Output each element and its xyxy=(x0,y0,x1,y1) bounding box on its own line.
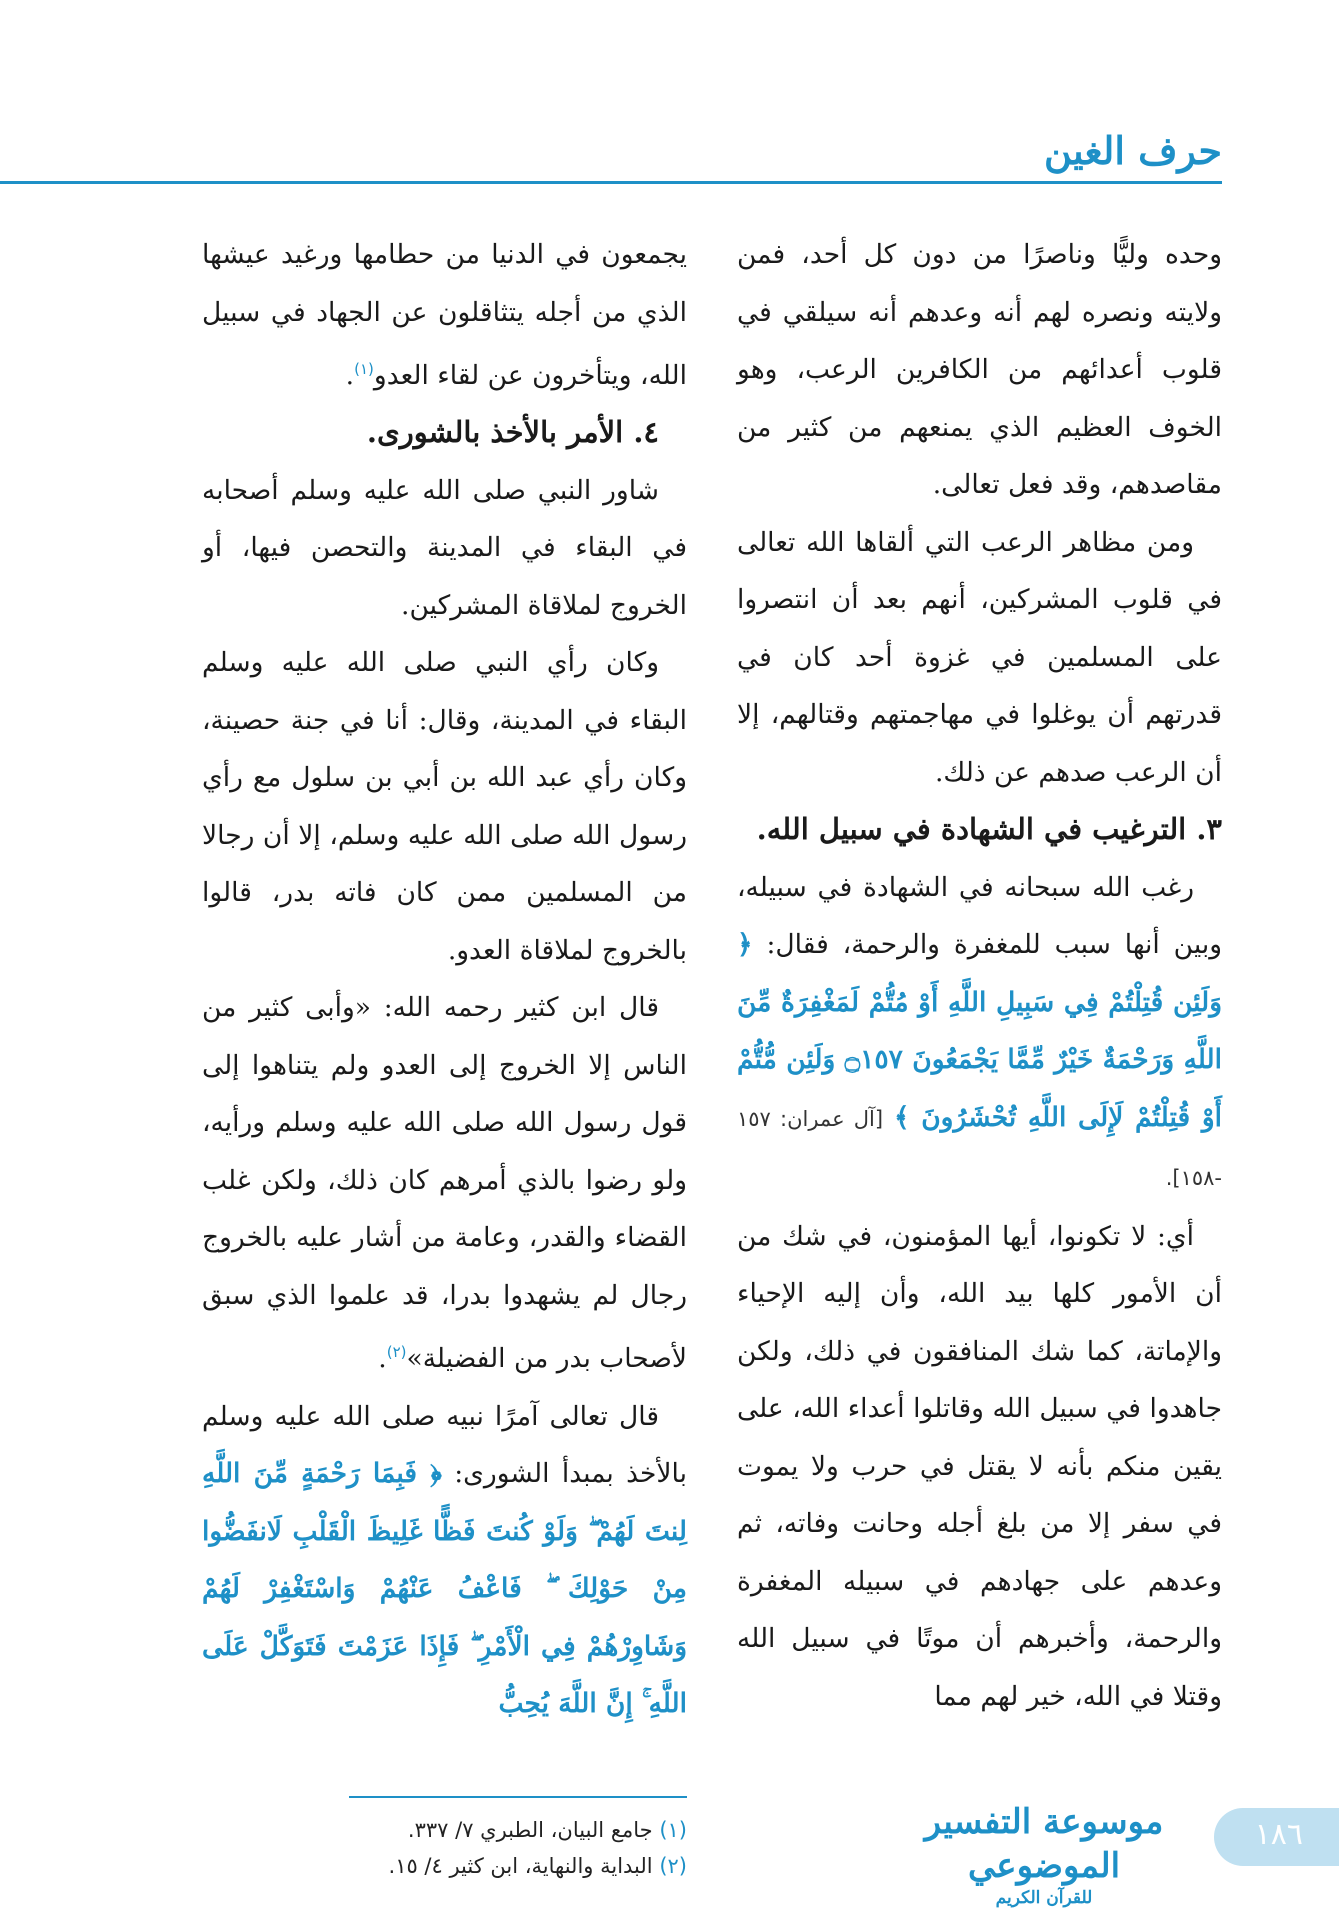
footnote-divider xyxy=(349,1796,687,1798)
paragraph-text: قال تعالى آمرًا نبيه صلى الله عليه وسلم بالأخذ بمبدأ الشورى: xyxy=(202,1400,687,1490)
chapter-title: حرف الغين xyxy=(1044,128,1222,173)
verse-reference: [آل عمران: ١٥٧ -١٥٨]. xyxy=(737,1106,1222,1190)
left-column xyxy=(202,226,687,1733)
section-heading-3: ٣. الترغيب في الشهادة في سبيل الله. xyxy=(756,812,1222,846)
paragraph xyxy=(737,859,1222,1208)
paragraph xyxy=(202,1388,687,1733)
footnote-text: البداية والنهاية، ابن كثير ٤/ ١٥. xyxy=(388,1854,653,1878)
page-number: ١٨٦ xyxy=(1254,1817,1303,1852)
encyclopedia-logo xyxy=(909,1800,1179,1908)
header-divider xyxy=(0,181,1222,184)
paragraph: وكان رأي النبي صلى الله عليه وسلم البقاء في المدينة، وقال: أنا في جنة حصينة، وكان رأي عبد الله بن أبي بن سلول مع رأي رسول الله صلى الله عليه وسلم، إلا أن رجالا من المسلمين ممن كان فاته بدر، قالوا بالخروج لملاقاة العدو. xyxy=(202,647,687,966)
footnote-number: (٢) xyxy=(659,1854,687,1878)
right-column xyxy=(737,226,1222,1725)
paragraph-text: يجمعون في الدنيا من حطامها ورغيد عيشها الذي من أجله يتثاقلون عن الجهاد في سبيل الله، ويتأخرون عن لقاء العدو xyxy=(202,239,687,391)
paragraph: قال ابن كثير رحمه الله: «وأبى كثير من الناس إلا الخروج إلى العدو ولم يتناهوا إلى قول رسول الله صلى الله عليه وسلم ورأيه، ولو رضوا بالذي أمرهم كان ذلك، ولكن غلب القضاء والقدر، وعامة من أشار عليه بالخروج رجال لم يشهدوا بدرا، قد علموا الذي سبق لأصحاب بدر من الفضيلة»$^{(٢)}$. xyxy=(202,992,687,1375)
paragraph: شاور النبي صلى الله عليه وسلم أصحابه في البقاء في المدينة والتحصن فيها، أو الخروج لملاقاة المشركين. xyxy=(202,474,687,621)
footnote xyxy=(202,1812,687,1848)
quran-verse: ﴿ وَلَئِن قُتِلْتُمْ فِي سَبِيلِ اللَّهِ أَوْ مُتُّمْ لَمَغْفِرَةٌ مِّنَ اللَّهِ وَرَحْمَةٌ خَيْرٌ مِّمَّا يَجْمَعُونَ ۝١٥٧ وَلَئِن مُّتُّمْ أَوْ قُتِلْتُمْ لَإِلَى اللَّهِ تُحْشَرُونَ ﴾ xyxy=(737,929,1222,1133)
paragraph: وحده وليًّا وناصرًا من دون كل أحد، فمن ولايته ونصره لهم أنه وعدهم أنه سيلقي في قلوب أعدائهم من الكافرين الرعب، وهو الخوف العظيم الذي يمنعهم من كثير من مقاصدهم، وقد فعل تعالى. xyxy=(737,239,1222,500)
section-heading-4: ٤. الأمر بالأخذ بالشورى. xyxy=(366,415,659,450)
logo-subtitle: للقرآن الكريم xyxy=(995,1888,1093,1908)
paragraph: أي: لا تكونوا، أيها المؤمنون، في شك من أن الأمور كلها بيد الله، وأن إليه الإحياء والإماتة، كما شك المنافقون في ذلك، ولكن جاهدوا في سبيل الله وقاتلوا أعداء الله، على يقين منكم بأنه لا يقتل في حرب ولا يموت في سفر إلا من بلغ أجله وحانت وفاته، ثم وعدهم على جهادهم في سبيله المغفرة والرحمة، وأخبرهم أن موتًا في سبيل الله وقتلا في الله، خير لهم مما xyxy=(737,1220,1222,1712)
footnotes xyxy=(202,1812,687,1884)
footnote-number: (١) xyxy=(659,1818,687,1842)
footnote-mark[interactable]: (٢) xyxy=(386,1343,407,1362)
paragraph-text: رغب الله سبحانه في الشهادة في سبيله، وبين أنها سبب للمغفرة والرحمة، فقال: xyxy=(737,871,1222,960)
paragraph: ومن مظاهر الرعب التي ألقاها الله تعالى في قلوب المشركين، أنهم بعد أن انتصروا على المسلمين في غزوة أحد كان في قدرتهم أن يوغلوا في مهاجمتهم وقتالهم، إلا أن الرعب صدهم عن ذلك. xyxy=(737,526,1222,788)
footnote-mark[interactable]: (١) xyxy=(354,360,374,378)
footnote-text: جامع البيان، الطبري ٧/ ٣٣٧. xyxy=(407,1818,653,1842)
quran-verse: ﴿ فَبِمَا رَحْمَةٍ مِّنَ اللَّهِ لِنتَ لَهُمْ ۖ وَلَوْ كُنتَ فَظًّا غَلِيظَ الْقَلْبِ لَانفَضُّوا مِنْ حَوْلِكَ ۖ فَاعْفُ عَنْهُمْ وَاسْتَغْفِرْ لَهُمْ وَشَاوِرْهُمْ فِي الْأَمْرِ ۖ فَإِذَا عَزَمْتَ فَتَوَكَّلْ عَلَى اللَّهِ ۚ إِنَّ اللَّهَ يُحِبُّ xyxy=(202,1458,687,1720)
footnote xyxy=(202,1848,687,1884)
paragraph-text: قال ابن كثير رحمه الله: «وأبى كثير من الناس إلا الخروج إلى العدو ولم يتناهوا إلى قول رسول الله صلى الله عليه وسلم ورأيه، ولو رضوا بالذي أمرهم كان ذلك، ولكن غلب القضاء والقدر، وعامة من أشار عليه بالخروج رجال لم يشهدوا بدرا، قد علموا الذي سبق لأصحاب بدر من الفضيلة» xyxy=(202,992,687,1375)
paragraph: يجمعون في الدنيا من حطامها ورغيد عيشها الذي من أجله يتثاقلون عن الجهاد في سبيل الله، ويتأخرون عن لقاء العدو$^{(١)}$. xyxy=(202,239,687,391)
logo-title: موسوعة التفسير الموضوعي xyxy=(924,1802,1164,1886)
